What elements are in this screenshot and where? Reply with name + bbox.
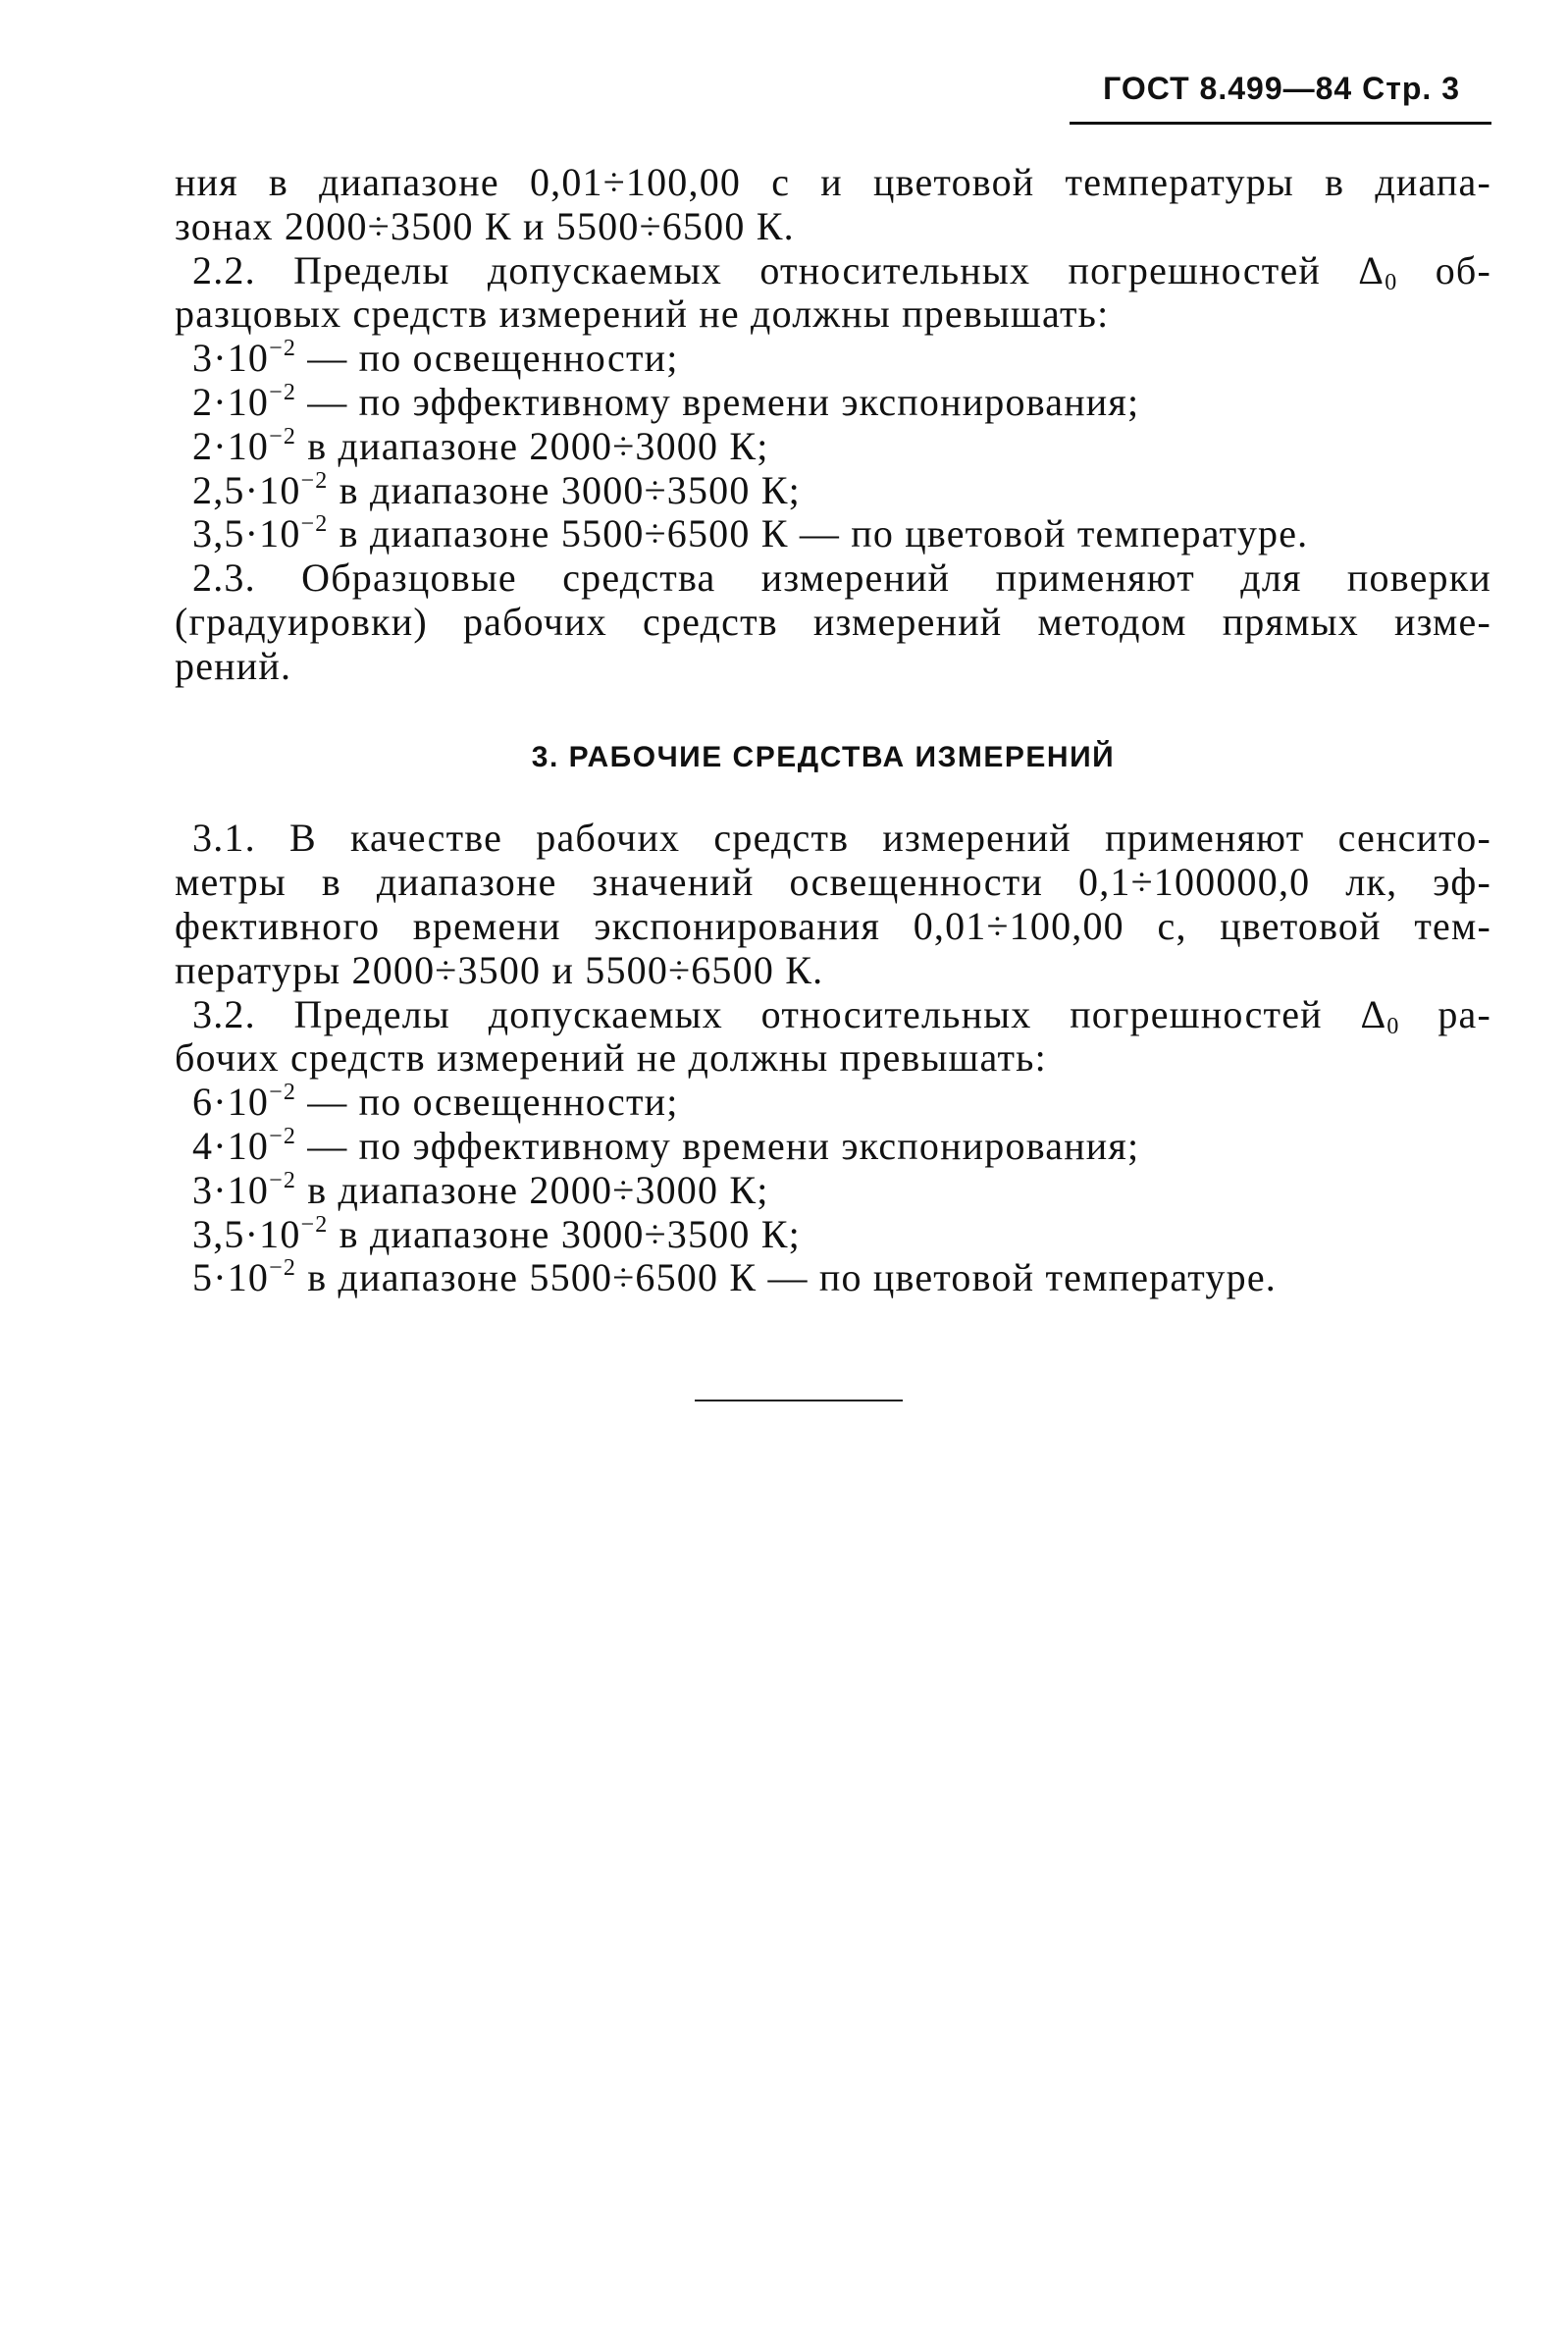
header-rule xyxy=(1070,122,1491,125)
value-base: 3,5·10 xyxy=(192,511,301,556)
page-header: ГОСТ 8.499—84 Стр. 3 xyxy=(1103,71,1460,106)
text-fragment: 2.3. Образцовые средства измерений применяют для поверки xyxy=(192,555,1491,601)
list-3-2 xyxy=(175,1081,1491,1300)
paragraph-2-1-continuation xyxy=(175,161,1491,249)
text-line: (градуировки) рабочих средств измерений методом прямых изме- xyxy=(175,599,1491,644)
value-text: — по освещенности; xyxy=(296,336,679,381)
paragraph-3-1 xyxy=(175,817,1491,992)
exponent: −2 xyxy=(269,336,297,362)
list-item xyxy=(175,512,1491,556)
value-base: 3·10 xyxy=(192,336,270,381)
exponent: −2 xyxy=(269,1167,297,1193)
value-text: — по освещенности; xyxy=(296,1080,679,1125)
paragraph-2-2 xyxy=(175,249,1491,338)
value-text: в диапазоне 2000÷3000 К; xyxy=(296,1167,769,1212)
value-base: 2·10 xyxy=(192,379,270,424)
text-line xyxy=(175,556,1491,601)
exponent: −2 xyxy=(269,1255,297,1282)
text-line xyxy=(175,993,1491,1037)
text-fragment: ра- xyxy=(1399,991,1492,1036)
exponent: −2 xyxy=(300,467,329,494)
list-2-2 xyxy=(175,337,1491,556)
text-line: пературы 2000÷3500 и 5500÷6500 К. xyxy=(175,947,824,992)
list-item xyxy=(175,1256,1491,1300)
list-item xyxy=(175,1169,1491,1213)
value-base: 5·10 xyxy=(192,1255,270,1300)
text-fragment: 2.2. Пределы допускаемых относительных погрешностей Δ xyxy=(192,247,1385,292)
exponent: −2 xyxy=(269,423,297,449)
end-rule xyxy=(695,1400,903,1401)
section-title: 3. РАБОЧИЕ СРЕДСТВА ИЗМЕРЕНИЙ xyxy=(531,740,1116,773)
text-line xyxy=(175,817,1491,861)
exponent: −2 xyxy=(269,1123,297,1149)
value-text: в диапазоне 3000÷3500 К; xyxy=(328,467,801,512)
list-item xyxy=(175,1213,1491,1257)
value-base: 4·10 xyxy=(192,1123,270,1168)
subscript: 0 xyxy=(1386,1013,1400,1039)
paragraph-3-2 xyxy=(175,993,1491,1082)
paragraph-2-3 xyxy=(175,556,1491,688)
value-base: 3,5·10 xyxy=(192,1211,301,1256)
list-item xyxy=(175,381,1491,425)
value-text: в диапазоне 5500÷6500 К — по цветовой температуре. xyxy=(296,1255,1277,1300)
text-fragment: 3.1. В качестве рабочих средств измерений применяют сенсито- xyxy=(192,816,1491,861)
text-line: зонах 2000÷3500 К и 5500÷6500 К. xyxy=(175,203,795,248)
text-line: метры в диапазоне значений освещенности 0,1÷100000,0 лк, эф- xyxy=(175,860,1491,905)
list-item xyxy=(175,425,1491,469)
value-text: в диапазоне 3000÷3500 К; xyxy=(328,1211,801,1256)
value-text: в диапазоне 5500÷6500 К — по цветовой температуре. xyxy=(328,511,1309,556)
value-base: 3·10 xyxy=(192,1167,270,1212)
subscript: 0 xyxy=(1385,269,1398,295)
text-line: ния в диапазоне 0,01÷100,00 с и цветовой температуры в диапа- xyxy=(175,160,1491,204)
text-fragment: об- xyxy=(1397,247,1491,292)
text-line xyxy=(175,249,1491,293)
list-item xyxy=(175,337,1491,381)
text-line: разцовых средств измерений не должны превышать: xyxy=(175,291,1110,337)
value-base: 6·10 xyxy=(192,1080,270,1125)
text-line: рений. xyxy=(175,643,292,688)
list-item xyxy=(175,1125,1491,1169)
value-text: — по эффективному времени экспонирования; xyxy=(296,1123,1140,1168)
exponent: −2 xyxy=(269,379,297,405)
document-body xyxy=(175,161,1491,1300)
text-line: бочих средств измерений не должны превышать: xyxy=(175,1035,1047,1081)
text-line: фективного времени экспонирования 0,01÷100,00 с, цветовой тем- xyxy=(175,903,1491,948)
value-base: 2,5·10 xyxy=(192,467,301,512)
list-item xyxy=(175,1081,1491,1125)
value-base: 2·10 xyxy=(192,423,270,468)
list-item xyxy=(175,469,1491,513)
exponent: −2 xyxy=(300,511,329,538)
exponent: −2 xyxy=(300,1211,329,1238)
exponent: −2 xyxy=(269,1080,297,1106)
value-text: — по эффективному времени экспонирования; xyxy=(296,379,1140,424)
value-text: в диапазоне 2000÷3000 К; xyxy=(296,423,769,468)
text-fragment: 3.2. Пределы допускаемых относительных погрешностей Δ xyxy=(192,991,1387,1036)
